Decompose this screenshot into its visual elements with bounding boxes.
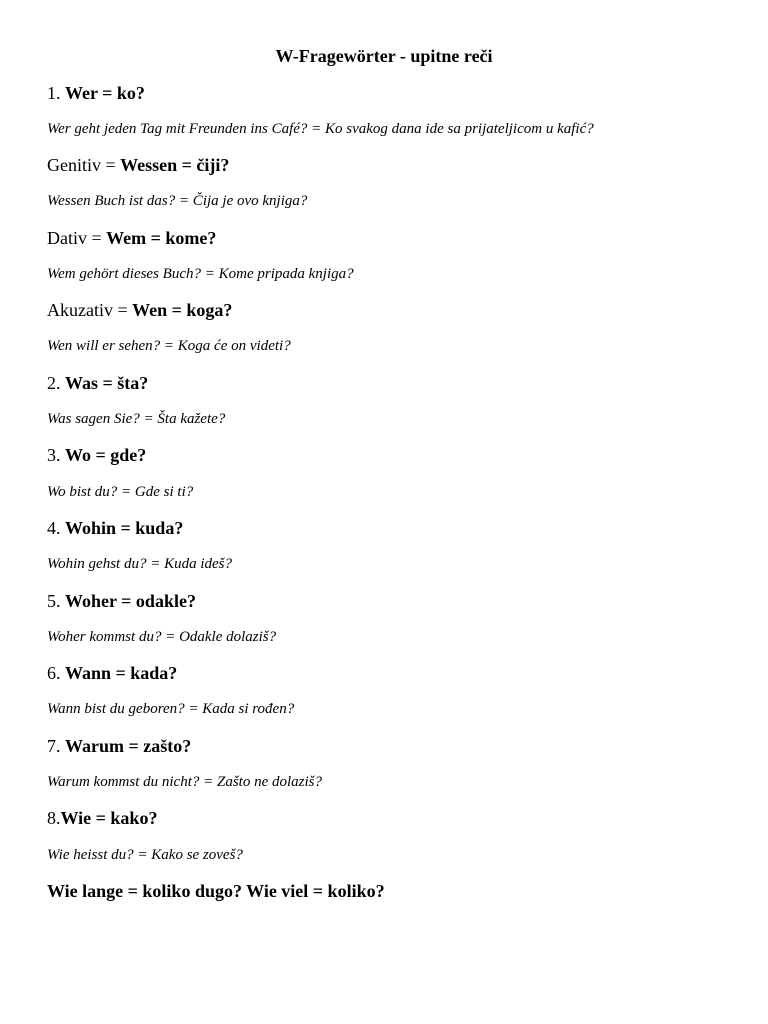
entry-heading-wer — [47, 81, 145, 105]
entry-prefix: 4. — [47, 518, 65, 538]
entry-term: Wer = ko? — [65, 83, 145, 103]
entry-example-wem: Wem gehört dieses Buch? = Kome pripada knjiga? — [47, 266, 354, 282]
entry-term: Warum = zašto? — [65, 736, 192, 756]
entry-example-wessen: Wessen Buch ist das? = Čija je ovo knjiga? — [47, 193, 308, 209]
entry-prefix: 1. — [47, 83, 65, 103]
entry-term: Wann = kada? — [65, 663, 178, 683]
entry-prefix: 8. — [47, 808, 61, 828]
entry-prefix: Akuzativ = — [47, 300, 133, 320]
entry-heading-wann — [47, 661, 177, 685]
entry-example-wen: Wen will er sehen? = Koga će on videti? — [47, 338, 291, 354]
entry-prefix: 5. — [47, 591, 65, 611]
entry-example-woher: Woher kommst du? = Odakle dolaziš? — [47, 629, 277, 645]
entry-example-wo: Wo bist du? = Gde si ti? — [47, 484, 194, 500]
entry-heading-woher — [47, 589, 196, 613]
entry-term: Wie = kako? — [60, 808, 158, 828]
entry-heading-wem — [47, 226, 216, 250]
entry-heading-warum — [47, 734, 191, 758]
entry-heading-wohin — [47, 516, 183, 540]
entry-prefix: 3. — [47, 445, 65, 465]
entry-example-wohin: Wohin gehst du? = Kuda ideš? — [47, 556, 232, 572]
final-line: Wie lange = koliko dugo? Wie viel = koliko? — [47, 881, 385, 901]
entry-heading-wessen — [47, 153, 229, 177]
entry-heading-wo — [47, 443, 146, 467]
entry-term: Wen = koga? — [132, 300, 233, 320]
entry-prefix: Dativ = — [47, 228, 107, 248]
entry-term: Wessen = čiji? — [120, 155, 230, 175]
entry-prefix: 6. — [47, 663, 65, 683]
entry-prefix: Genitiv = — [47, 155, 121, 175]
entry-heading-was — [47, 371, 148, 395]
entry-term: Wohin = kuda? — [65, 518, 184, 538]
entry-term: Was = šta? — [65, 373, 149, 393]
entry-heading-wie — [47, 806, 157, 830]
entry-example-wann: Wann bist du geboren? = Kada si rođen? — [47, 701, 295, 717]
entry-prefix: 7. — [47, 736, 65, 756]
entry-heading-wen — [47, 298, 232, 322]
entry-term: Wem = kome? — [106, 228, 217, 248]
page-title: W-Fragewörter - upitne reči — [275, 46, 493, 66]
entry-example-was: Was sagen Sie? = Šta kažete? — [47, 411, 226, 427]
entry-example-warum: Warum kommst du nicht? = Zašto ne dolaziš? — [47, 774, 322, 790]
entry-term: Wo = gde? — [65, 445, 147, 465]
entry-prefix: 2. — [47, 373, 65, 393]
entry-example-wer: Wer geht jeden Tag mit Freunden ins Café? = Ko svakog dana ide sa prijateljicom u kafić? — [47, 121, 594, 137]
entry-example-wie: Wie heisst du? = Kako se zoveš? — [47, 847, 243, 863]
entry-term: Woher = odakle? — [65, 591, 196, 611]
